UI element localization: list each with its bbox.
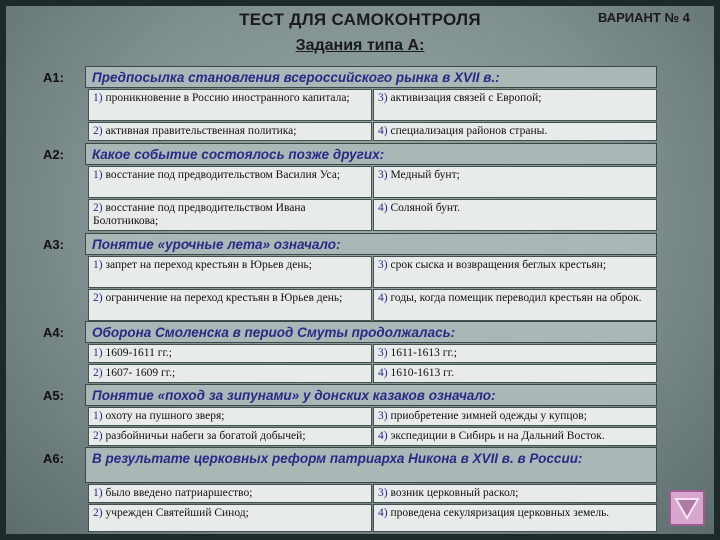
option-text: ограничение на переход крестьян в Юрьев день; [105,292,343,304]
option-number: 3) [378,410,388,422]
option-text: 1611-1613 гг.; [390,347,457,359]
option-number: 4) [378,507,388,519]
option-text: 1607- 1609 гг.; [105,367,176,379]
option-number: 3) [378,169,388,181]
option-number: 4) [378,202,388,214]
option-a2-4[interactable] [373,199,657,231]
section-subtitle: Задания типа А: [295,37,425,54]
option-text: специализация районов страны. [390,125,548,137]
option-text: активная правительственная политика; [105,125,297,137]
question-label-a4: А4: [43,325,64,340]
option-text: проникновение в Россию иностранного капитала; [105,92,350,104]
option-number: 1) [93,259,103,271]
option-a3-3[interactable] [373,256,657,288]
option-text: приобретение зимней одежды у купцов; [390,410,587,422]
option-a6-2[interactable] [88,504,372,532]
option-a6-4[interactable] [373,504,657,532]
question-text-a5: Понятие «поход за зипунами» у донских казаков означало: [85,384,657,406]
option-a5-4[interactable] [373,427,657,446]
option-number: 2) [93,292,103,304]
option-text: Медный бунт; [390,169,460,181]
option-number: 1) [93,410,103,422]
option-text: учрежден Святейший Синод; [105,507,249,519]
question-label-a6: А6: [43,451,64,466]
option-a4-4[interactable] [373,364,657,383]
option-a5-2[interactable] [88,427,372,446]
option-number: 4) [378,125,388,137]
option-number: 2) [93,367,103,379]
option-a2-2[interactable] [88,199,372,231]
option-number: 2) [93,202,103,214]
option-number: 3) [378,347,388,359]
option-text: 1610-1613 гг. [390,367,455,379]
variant-label: ВАРИАНТ № 4 [598,10,690,25]
option-number: 1) [93,347,103,359]
option-text: охоту на пушного зверя; [105,410,225,422]
option-a1-3[interactable] [373,89,657,121]
option-a4-1[interactable] [88,344,372,363]
option-a5-3[interactable] [373,407,657,426]
option-a2-1[interactable] [88,166,372,198]
option-number: 4) [378,367,388,379]
option-a3-1[interactable] [88,256,372,288]
option-a1-2[interactable] [88,122,372,141]
option-text: активизация связей с Европой; [390,92,542,104]
option-text: возник церковный раскол; [390,487,519,499]
question-text-a4: Оборона Смоленска в период Смуты продолжалась: [85,321,657,343]
option-text: Соляной бунт. [390,202,461,214]
option-text: срок сыска и возвращения беглых крестьян; [390,259,607,271]
option-number: 4) [378,430,388,442]
option-number: 1) [93,169,103,181]
option-text: восстание под предводительством Василия Уса; [105,169,341,181]
option-text: проведена секуляризация церковных земель. [390,507,610,519]
option-number: 1) [93,487,103,499]
option-number: 2) [93,125,103,137]
question-label-a1: А1: [43,70,64,85]
option-a5-1[interactable] [88,407,372,426]
option-a4-2[interactable] [88,364,372,383]
option-number: 3) [378,487,388,499]
question-text-a3: Понятие «урочные лета» означало: [85,233,657,255]
option-number: 1) [93,92,103,104]
option-text: восстание под предводительством Ивана Болотникова; [93,202,306,227]
question-label-a3: А3: [43,237,64,252]
option-text: разбойничьи набеги за богатой добычей; [105,430,306,442]
option-text: годы, когда помещик переводил крестьян на оброк. [390,292,642,304]
option-text: 1609-1611 гг.; [105,347,172,359]
question-text-a2: Какое событие состоялось позже других: [85,143,657,165]
option-number: 2) [93,430,103,442]
triangle-down-icon [671,492,703,524]
option-number: 4) [378,292,388,304]
page-title: ТЕСТ ДЛЯ САМОКОНТРОЛЯ [239,10,481,29]
option-a2-3[interactable] [373,166,657,198]
option-text: экспедиции в Сибирь и на Дальний Восток. [390,430,605,442]
option-a1-4[interactable] [373,122,657,141]
option-number: 2) [93,507,103,519]
option-a4-3[interactable] [373,344,657,363]
option-text: запрет на переход крестьян в Юрьев день; [105,259,312,271]
question-text-a6: В результате церковных реформ патриарха Никона в XVII в. в России: [85,447,657,483]
option-a1-1[interactable] [88,89,372,121]
question-label-a2: А2: [43,147,64,162]
question-label-a5: А5: [43,388,64,403]
option-a6-3[interactable] [373,484,657,503]
option-number: 3) [378,92,388,104]
option-text: было введено патриаршество; [105,487,253,499]
question-text-a1: Предпосылка становления всероссийского рынка в XVII в.: [85,66,657,88]
next-slide-button[interactable] [669,490,705,526]
option-a6-1[interactable] [88,484,372,503]
option-number: 3) [378,259,388,271]
option-a3-4[interactable] [373,289,657,321]
option-a3-2[interactable] [88,289,372,321]
